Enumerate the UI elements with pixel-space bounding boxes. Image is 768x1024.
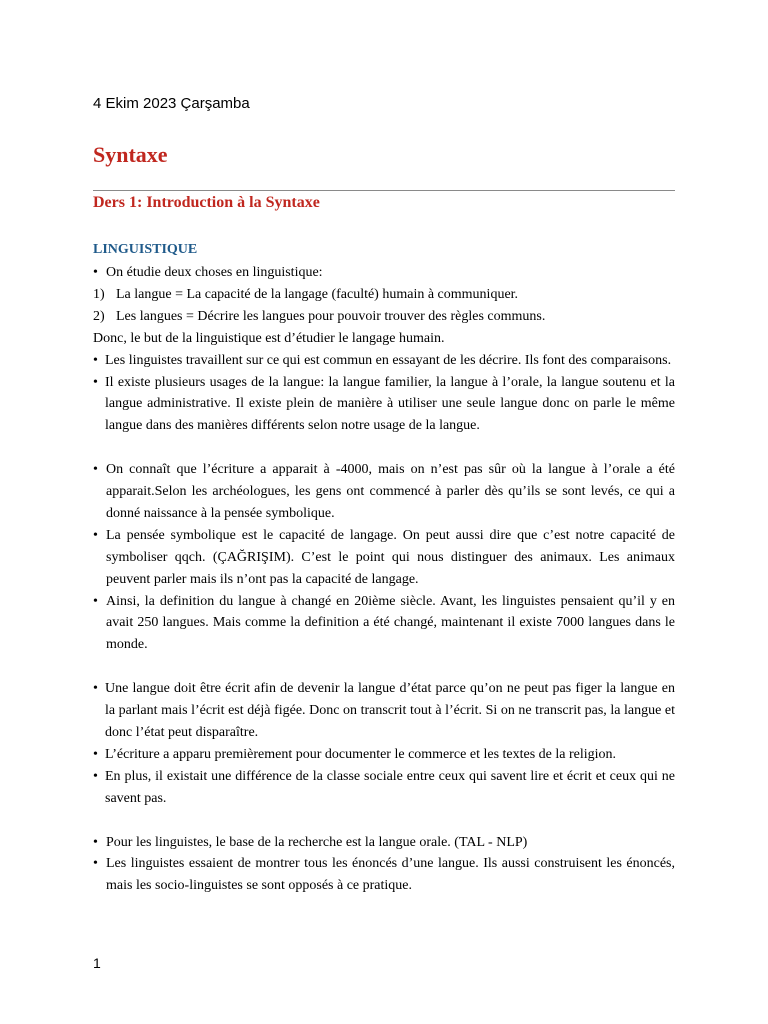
title-divider	[93, 190, 675, 191]
list-number: 1)	[93, 286, 105, 302]
bullet-paragraph: • On connaît que l’écriture a apparait à -4000, mais on n’est pas sûr où la langue à l’orale a été apparait.Selon les archéologues, les gens ont commencé à parler dès qu’ils se sont levés, ce qui a donné naissance à la pensée symbolique.	[93, 459, 675, 525]
page-number: 1	[93, 955, 101, 971]
section-heading: LINGUISTIQUE	[93, 242, 198, 257]
bullet-paragraph: • Ainsi, la definition du langue à changé en 20ième siècle. Avant, les linguistes pensaient qu’il y en avait 250 langues. Mais comme la definition a été changé, maintenant il existe 7000 langues dans le monde.	[93, 591, 675, 657]
numbered-item	[93, 284, 675, 306]
bullet-paragraph: • La pensée symbolique est le capacité de langage. On peut aussi dire que c’est notre capacité de symboliser qqch. (ÇAĞRIŞIM). C’est le point qui nous distinguer des animaux. Les animaux peuvent parler mais ils n’ont pas la capacité de langage.	[93, 525, 675, 591]
bullet-paragraph: • Une langue doit être écrit afin de devenir la langue d’état parce qu’on ne peut pas figer la langue en la parlant mais l’écrit est déjà figée. Donc on transcrit tout à l’écrit. Si on ne transcrit pas, la langue et donc l’état peut disparaître.	[93, 678, 675, 744]
list-number: 2)	[93, 308, 105, 324]
spacer	[93, 810, 675, 832]
page-title: Syntaxe	[93, 142, 168, 167]
bullet-paragraph: • En plus, il existait une différence de la classe sociale entre ceux qui savent lire et écrit et ceux qui ne savent pas.	[93, 766, 675, 810]
date-header: 4 Ekim 2023 Çarşamba	[93, 95, 250, 112]
paragraph: Donc, le but de la linguistique est d’étudier le langage humain.	[93, 330, 445, 346]
bullet-paragraph: • Il existe plusieurs usages de la langue: la langue familier, la langue à l’orale, la langue soutenu et la langue administrative. Il existe plein de manière à utiliser une seule langue donc on parle le même langue dans des manières différents selon notre usage de la langue.	[93, 372, 675, 438]
spacer	[93, 437, 675, 459]
numbered-item-text: Les langues = Décrire les langues pour pouvoir trouver des règles communs.	[116, 308, 546, 324]
bullet-paragraph: • Les linguistes essaient de montrer tous les énoncés d’une langue. Ils aussi construisent les énoncés, mais les socio-linguistes se sont opposés à ce pratique.	[93, 853, 675, 897]
bullet-paragraph: • L’écriture a apparu premièrement pour documenter le commerce et les textes de la religion.	[93, 744, 675, 766]
numbered-item	[93, 306, 675, 328]
spacer	[93, 656, 675, 678]
bullet-paragraph: • On étudie deux choses en linguistique:	[93, 262, 675, 284]
bullet-paragraph: • Pour les linguistes, le base de la recherche est la langue orale. (TAL - NLP)	[93, 832, 675, 854]
bullet-paragraph: • Les linguistes travaillent sur ce qui est commun en essayant de les décrire. Ils font des comparaisons.	[93, 350, 675, 372]
numbered-item-text: La langue = La capacité de la langage (faculté) humain à communiquer.	[116, 286, 519, 302]
lesson-subtitle: Ders 1: Introduction à la Syntaxe	[93, 194, 320, 211]
document-body	[93, 262, 675, 897]
